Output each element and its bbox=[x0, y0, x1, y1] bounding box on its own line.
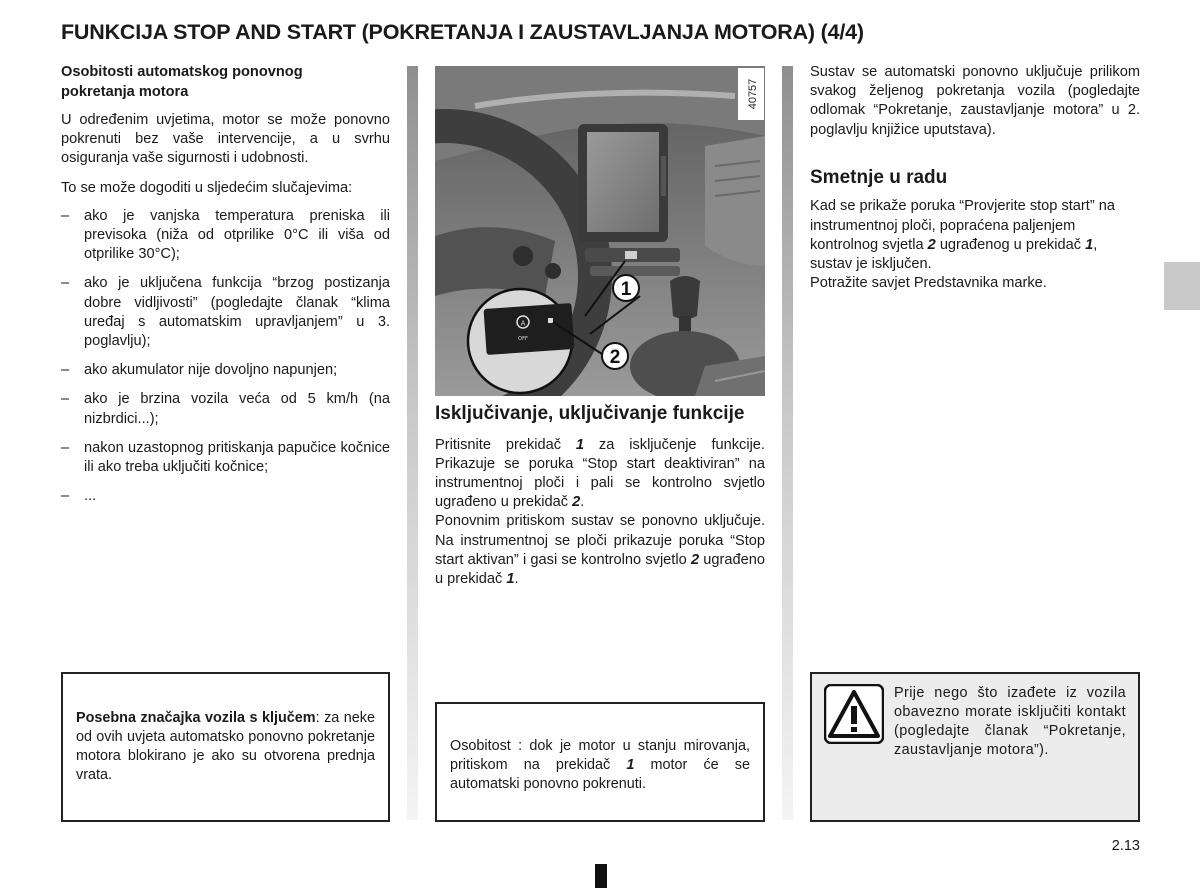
ref-switch-1: 1 bbox=[1085, 236, 1094, 253]
conditions-list bbox=[61, 207, 390, 507]
middle-p2-text-b: ugrađeno u prekidač bbox=[435, 551, 765, 587]
middle-p1-text-a: Pritisnite prekidač bbox=[435, 436, 576, 453]
ref-switch-1: 1 bbox=[575, 436, 585, 453]
left-intro: U određenim uvjetima, motor se može ponovno pokrenuti bez vaše intervencije, a u svrhu osiguranja vaše sigurnosti i udobnosti. bbox=[61, 112, 390, 167]
right-advice: Potražite savjet Predstavnika marke. bbox=[810, 275, 1047, 292]
dashboard-illustration bbox=[435, 66, 765, 396]
left-cases-intro: To se može dogoditi u sljedećim slučajevima: bbox=[61, 179, 353, 196]
list-item: – ako je vanjska temperatura preniska ili previsoka (niža od otprilike 0°C ili viša od otprilike 30°C); bbox=[61, 207, 390, 265]
warning-box bbox=[810, 672, 1140, 822]
right-column bbox=[810, 63, 1140, 293]
ref-light-2: 2 bbox=[690, 551, 700, 568]
dashboard-figure bbox=[435, 66, 765, 396]
key-vehicle-note-box bbox=[61, 672, 390, 822]
ref-light-2: 2 bbox=[572, 494, 581, 511]
switch-off-label: OFF bbox=[518, 336, 528, 342]
restart-note-text-a: Osobitost : dok je motor u stanju mirovanja, pritiskom na prekidač bbox=[450, 738, 750, 773]
list-item: – ako je uključena funkcija “brzog postizanja dobre vidljivosti” (pogledajte članak “klima uređaj s automatskim upravljanjem” u 3. poglavlju); bbox=[61, 274, 390, 351]
middle-p2-text-c: . bbox=[514, 570, 519, 587]
list-item: – ako je brzina vozila veća od 5 km/h (na nizbrdici...); bbox=[61, 390, 390, 428]
right-heading: Smetnje u radu bbox=[810, 166, 948, 188]
restart-note-text-b: motor će se automatski ponovno pokrenuti. bbox=[450, 757, 750, 792]
left-heading-line1: Osobitosti automatskog ponovnog bbox=[61, 64, 303, 80]
restart-note-box bbox=[435, 702, 765, 822]
right-p-text-a: Kad se prikaže poruka “Provjerite stop start” na instrumentnoj ploči, popraćena paljenjem kontrolnog svjetla bbox=[810, 198, 1115, 253]
middle-p2-text-a: Ponovnim pritiskom sustav se ponovno uključuje. Na instrumentnoj se ploči prikazuje poruka “Stop start aktivan” i gasi se kontrolno svjetlo bbox=[435, 513, 765, 568]
callout-1-label: 1 bbox=[620, 279, 632, 300]
chapter-tab bbox=[1164, 262, 1200, 310]
page-number: 2.13 bbox=[1111, 838, 1140, 854]
svg-text:A: A bbox=[520, 319, 526, 328]
ref-switch-1: 1 bbox=[626, 757, 635, 773]
key-vehicle-note-text: : za neke od ovih uvjeta automatsko ponovno pokretanje motora blokirano je ako su otvorena prednja vrata. bbox=[76, 710, 376, 783]
warning-text: Prije nego što izađete iz vozila obavezno morate isključiti kontakt (pogledajte članak “Pokretanje, zaustavljanje motora”). bbox=[894, 685, 1126, 758]
left-column bbox=[61, 63, 390, 516]
left-heading bbox=[61, 63, 390, 102]
right-p-text-c: , sustav je isključen. bbox=[810, 236, 1098, 272]
list-item: – ako akumulator nije dovoljno napunjen; bbox=[61, 361, 390, 380]
right-p-text-b: ugrađenog u prekidač bbox=[935, 236, 1086, 253]
page-marker bbox=[595, 864, 607, 888]
warning-triangle-icon bbox=[824, 684, 884, 744]
figure-code: 40757 bbox=[747, 78, 759, 110]
ref-light-2: 2 bbox=[927, 236, 936, 253]
list-item: – nakon uzastopnog pritiskanja papučice kočnice ili ako treba uključiti kočnice; bbox=[61, 439, 390, 477]
right-intro: Sustav se automatski ponovno uključuje prilikom svakog željenog pokretanja vozila (pogledajte odlomak “Pokretanje, zaustavljanje motora” u 2. poglavlju knjižice uputstava). bbox=[810, 64, 1140, 138]
middle-column bbox=[435, 402, 765, 589]
middle-paragraph-2 bbox=[435, 512, 765, 589]
middle-paragraph-1 bbox=[435, 436, 765, 513]
right-paragraph bbox=[810, 197, 1140, 274]
page-title: FUNKCIJA STOP AND START (POKRETANJA I ZAUSTAVLJANJA MOTORA) (4/4) bbox=[61, 20, 864, 44]
middle-p1-text-b: za isključenje funkcije. Prikazuje se poruka “Stop start deaktiviran” na instrumentnoj ploči i pali se kontrolno svjetlo ugrađeno u prekidač bbox=[435, 436, 765, 511]
column-divider-right bbox=[782, 66, 793, 820]
middle-heading: Isključivanje, uključivanje funkcije bbox=[435, 403, 745, 424]
list-item: – ... bbox=[61, 487, 390, 506]
left-heading-line2: pokretanja motora bbox=[61, 83, 189, 100]
callout-2-label: 2 bbox=[609, 347, 621, 368]
key-vehicle-note-bold: Posebna značajka vozila s ključem bbox=[76, 710, 316, 726]
ref-switch-1: 1 bbox=[506, 570, 515, 587]
column-divider-left bbox=[407, 66, 418, 820]
middle-p1-text-c: . bbox=[580, 494, 585, 511]
